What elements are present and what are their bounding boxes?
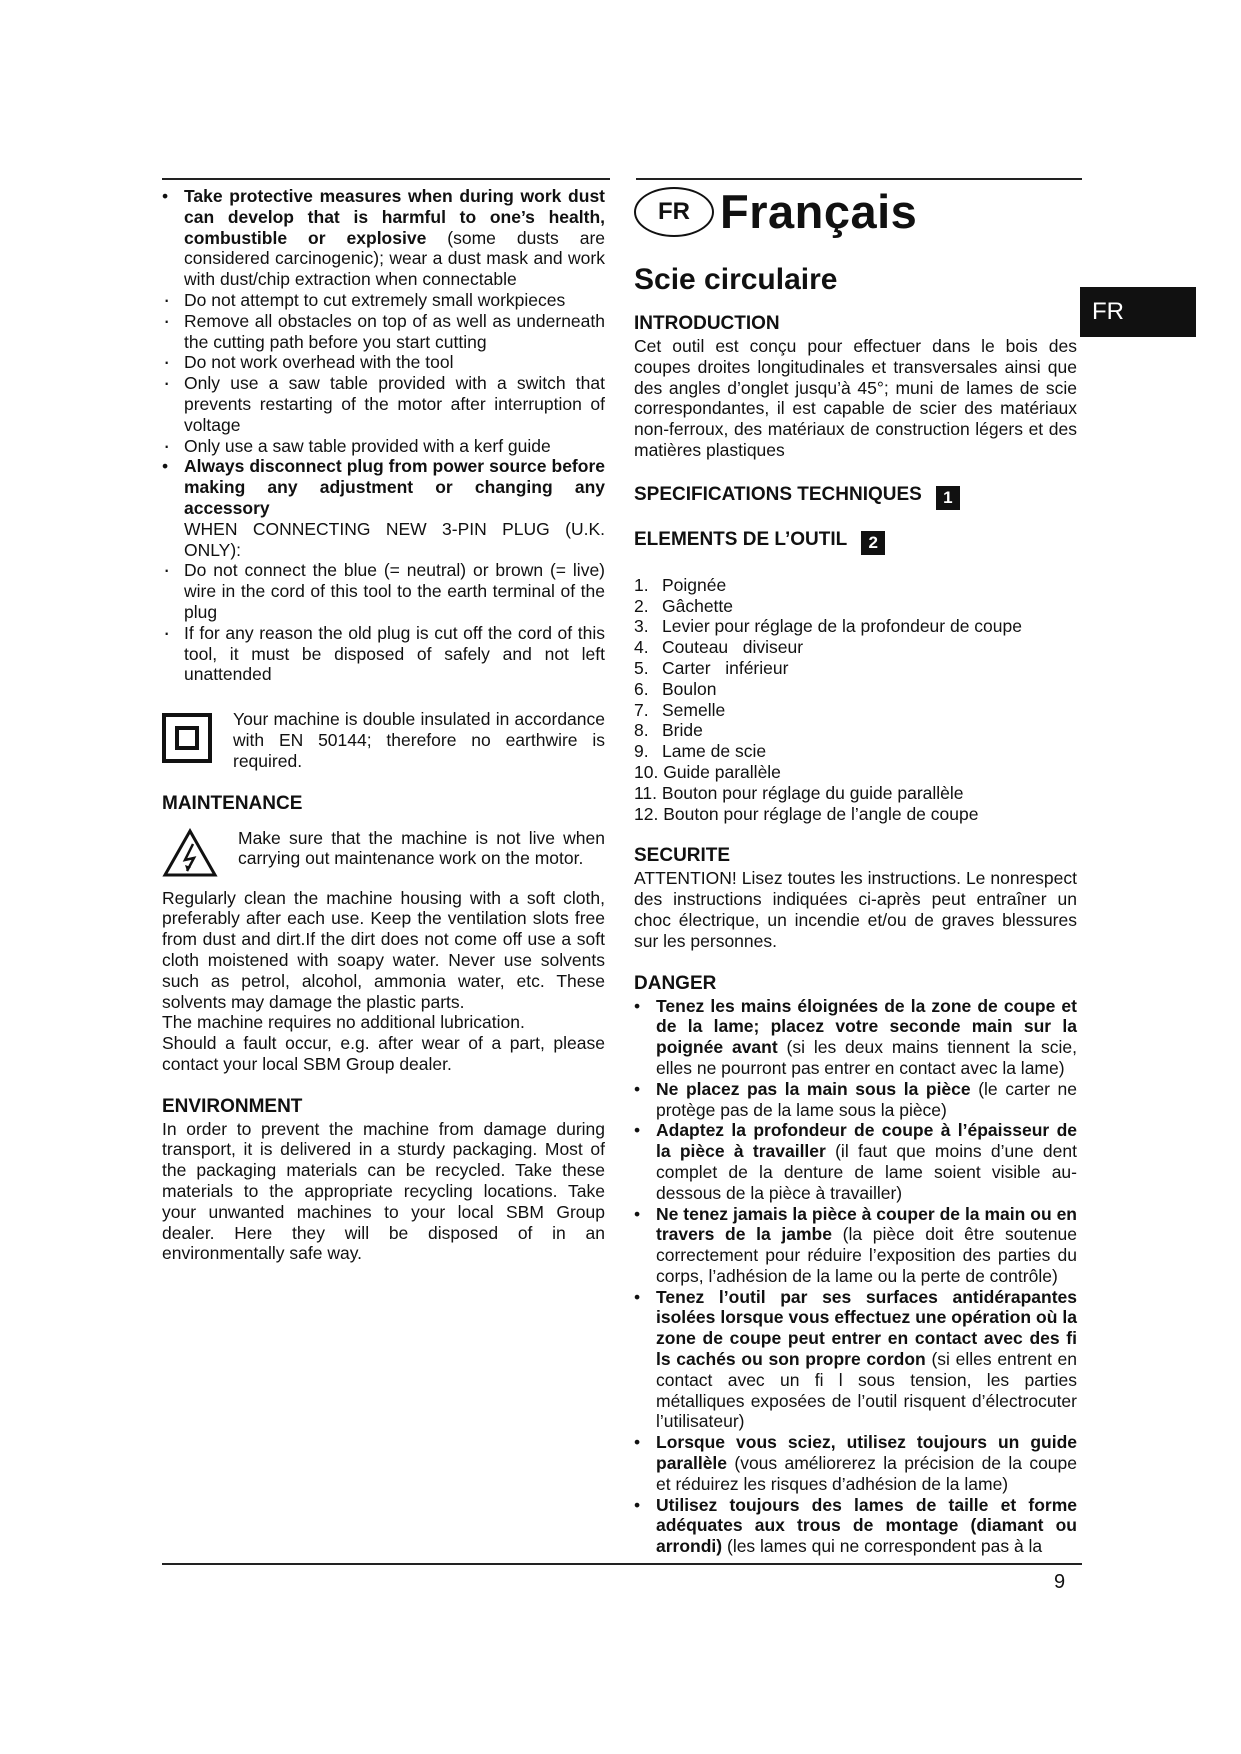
danger-item: • Tenez l’outil par ses surfaces antidérapantes isolées lorsque vous effectuez une opération où la zone de coupe peut entrer en contact avec des fi ls cachés ou son propre cordon (si elles entrent en contact avec un fi l sous tension, les parties métalliques exposées de l’outil risquent d’électrocuter l’utilisateur): [634, 1287, 1077, 1433]
securite-text: ATTENTION! Lisez toutes les instructions. Le nonrespect des instructions indiquées ci-après peut entraîner un choc électrique, un incendie et/ou de graves blessures sur les personnes.: [634, 868, 1077, 951]
electric-warning-icon: [162, 828, 218, 878]
list-item: 2. Gâchette: [634, 595, 734, 616]
double-insulation-note: Your machine is double insulated in accordance with EN 50144; therefore no earthwire is required.: [162, 709, 605, 771]
list-item: 7. Semelle: [634, 699, 726, 720]
danger-list: [634, 996, 1077, 1558]
list-item: 3. Levier pour réglage de la profondeur de coupe: [634, 616, 1022, 637]
list-item: 11. Bouton pour réglage du guide parallèle: [634, 782, 964, 803]
intro-text: Cet outil est conçu pour effectuer dans le bois des coupes droites longitudinales et transversales ainsi que des angles d’onglet jusqu’à 45°; muni de lames de scie correspondantes, il est capable de scier des matériaux non-ferroux, des matériaux de construction légers et des matières plastiques: [634, 336, 1077, 460]
language-title-text: Français: [720, 184, 918, 238]
parts-list: [634, 575, 1077, 825]
figure-badge-1: 1: [936, 486, 960, 510]
danger-item: • Ne placez pas la main sous la pièce (le carter ne protège pas de la lame sous la pièce): [634, 1079, 1077, 1121]
list-item: 8. Bride: [634, 720, 703, 741]
figure-badge-2: 2: [861, 531, 885, 555]
maintenance-text: Regularly clean the machine housing with a soft cloth, preferably after each use. Keep the ventilation slots free from dust and dirt.If the dirt does not come off use a soft cloth moistened with soapy water. Never use solvents such as petrol, alcohol, ammonia water, etc. These solvents may damage the plastic parts. The machine requires no additional lubrication. Should a fault occur, e.g. after wear of a part, please contact your local SBM Group dealer.: [162, 887, 605, 1074]
danger-heading: DANGER: [634, 972, 717, 994]
bullet-earth-terminal: · Do not connect the blue (= neutral) or brown (= live) wire in the cord of this tool to the earth terminal of the plug: [162, 560, 605, 622]
page-number: 9: [1054, 1571, 1066, 1593]
maintenance-warning: Make sure that the machine is not live when carrying out maintenance work on the motor.: [162, 828, 605, 878]
double-insulation-icon: [162, 713, 212, 763]
list-item: 4. Couteau diviseur: [634, 637, 804, 658]
bullet-small-workpieces: · Do not attempt to cut extremely small workpieces: [162, 290, 605, 311]
bullet-old-plug: · If for any reason the old plug is cut off the cord of this tool, it must be disposed of safely and not left unattended: [162, 623, 605, 685]
list-item: 12. Bouton pour réglage de l’angle de coupe: [634, 803, 979, 824]
bullet-saw-table-switch: · Only use a saw table provided with a switch that prevents restarting of the motor after interruption of voltage: [162, 373, 605, 435]
intro-heading: INTRODUCTION: [634, 313, 780, 334]
language-title: [634, 182, 1077, 242]
plug-heading: WHEN CONNECTING NEW 3-PIN PLUG (U.K. ONLY):: [184, 518, 605, 560]
language-side-tab: FR: [1080, 287, 1196, 337]
right-column: [634, 186, 1077, 1557]
bullet-disconnect: • Always disconnect plug from power source before making any adjustment or changing any accessory WHEN CONNECTING NEW 3-PIN PLUG (U.K. ONLY):: [162, 456, 605, 560]
language-code-oval: FR: [634, 187, 714, 237]
maintenance-heading: MAINTENANCE: [162, 792, 303, 814]
danger-item: • Lorsque vous sciez, utilisez toujours un guide parallèle (vous améliorerez la précision de la coupe et réduirez les risques d’adhésion de la lame): [634, 1432, 1077, 1494]
bottom-rule: [162, 1563, 1082, 1565]
elements-heading: ELEMENTS DE L’OUTIL 2: [634, 528, 1077, 555]
danger-item: • Adaptez la profondeur de coupe à l’épaisseur de la pièce à travailler (il faut que moins d’une dent complet de la denture de lame soient visible au-dessous de la pièce à travailler): [634, 1120, 1077, 1203]
safety-bullets: [162, 186, 605, 685]
list-item: 1. Poignée: [634, 574, 727, 595]
bullet-dust: • Take protective measures when during work dust can develop that is harmful to one’s health, combustible or explosive (some dusts are considered carcinogenic); wear a dust mask and work with dust/chip extraction when connectable: [162, 186, 605, 290]
list-item: 6. Boulon: [634, 678, 717, 699]
top-rule-right: [636, 178, 1082, 180]
list-item: 5. Carter inférieur: [634, 657, 789, 678]
environment-heading: ENVIRONMENT: [162, 1095, 303, 1117]
left-column: [162, 186, 605, 1264]
danger-item: • Tenez les mains éloignées de la zone de coupe et de la lame; placez votre seconde main sur la poignée avant (si les deux mains tiennent la scie, elles ne pourront pas entrer en contact avec la lame): [634, 996, 1077, 1079]
top-rule-left: [162, 178, 610, 180]
danger-item: • Utilisez toujours des lames de taille et forme adéquates aux trous de montage (diamant ou arrondi) (les lames qui ne correspondent pas à la: [634, 1495, 1077, 1557]
product-title: Scie circulaire: [634, 263, 838, 296]
danger-item: • Ne tenez jamais la pièce à couper de la main ou en travers de la jambe (la pièce doit être soutenue correctement pour réduire l’exposition des parties du corps, l’adhésion de la lame ou la perte de contrôle): [634, 1204, 1077, 1287]
bullet-kerf-guide: · Only use a saw table provided with a kerf guide: [162, 436, 605, 457]
bullet-overhead: · Do not work overhead with the tool: [162, 352, 605, 373]
securite-heading: SECURITE: [634, 845, 731, 867]
environment-text: In order to prevent the machine from damage during transport, it is delivered in a sturdy packaging. Most of the packaging materials can be recycled. Take these materials to the appropriate recycling locations. Take your unwanted machines to your local SBM Group dealer. Here they will be disposed of in an environmentally safe way.: [162, 1118, 605, 1264]
list-item: 9. Lame de scie: [634, 741, 767, 762]
list-item: 10. Guide parallèle: [634, 761, 781, 782]
specifications-heading: SPECIFICATIONS TECHNIQUES 1: [634, 483, 1077, 510]
bullet-obstacles: · Remove all obstacles on top of as well as underneath the cutting path before you start cutting: [162, 311, 605, 353]
